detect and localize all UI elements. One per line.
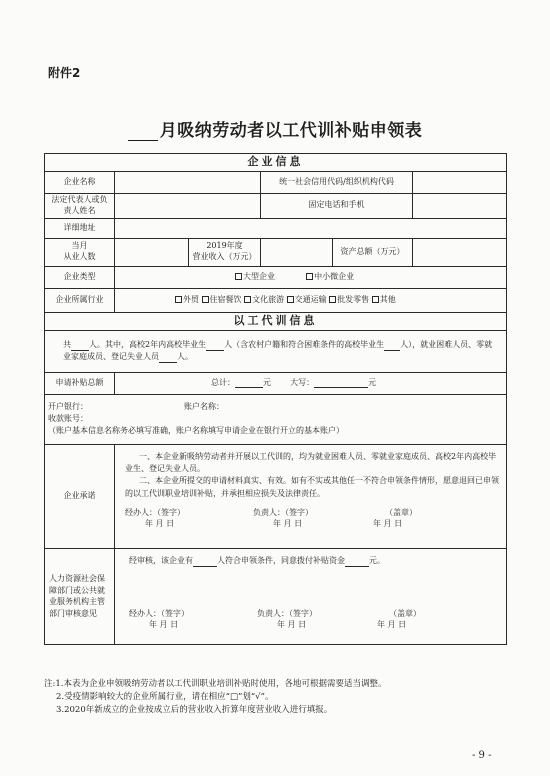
blank-approved-amount[interactable] bbox=[345, 558, 369, 567]
form-title-text: 月吸纳劳动者以工代训补贴申领表 bbox=[159, 121, 423, 141]
account-note: （账户基本信息名称务必填写准确，账户名称填写申请企业在银行开立的基本账户） bbox=[48, 426, 344, 436]
blank-rural-graduates[interactable] bbox=[384, 342, 400, 351]
option-sme: 中小微企业 bbox=[314, 271, 355, 281]
training-headcount-text: 共 人。其中，高校2年内高校毕业生 人（含农村户籍和符合困难条件的高校毕业生 人），就业困难人员、零就业家庭成员、登记失业人员 人。 bbox=[45, 330, 507, 372]
option-other: 其他 bbox=[379, 294, 396, 304]
option-culture-tourism: 文化旅游 bbox=[252, 294, 285, 304]
label-legal-rep: 法定代表人或负责人姓名 bbox=[45, 194, 115, 219]
label-employees-line2: 从业人数 bbox=[63, 252, 96, 262]
checkbox-wholesale-retail[interactable] bbox=[329, 296, 336, 303]
label-address: 详细地址 bbox=[45, 218, 115, 238]
option-large-enterprise: 大型企业 bbox=[243, 271, 275, 281]
label-company-name: 企业名称 bbox=[45, 172, 115, 194]
checkbox-large-enterprise[interactable] bbox=[235, 273, 242, 280]
checkbox-sme[interactable] bbox=[306, 273, 313, 280]
commitment-responsible-sign: 负责人：（签字） bbox=[253, 508, 313, 518]
industry-options bbox=[115, 288, 507, 312]
application-form-table bbox=[44, 153, 507, 645]
blank-total-people[interactable] bbox=[71, 342, 89, 351]
commitment-item-2: 二、本企业所提交的申请材料真实、有效。如有不实或其他任一不符合申领条件情形，愿意退回已申领的以工代训职业培训补贴，并承担相应损失及法律责任。 bbox=[125, 476, 499, 498]
note-1: 注:1.本表为企业申领吸纳劳动者以工代训职业培训补贴时使用，各地可根据需要适当调整。 bbox=[44, 679, 387, 689]
input-assets[interactable] bbox=[413, 238, 507, 266]
label-employees-line1: 当月 bbox=[71, 241, 88, 251]
commitment-signatures: 经办人：（签字） 年 月 日 负责人：（签字） 年 月 日 （盖章） 年 月 日 bbox=[125, 508, 502, 530]
option-foreign-trade: 外贸 bbox=[183, 294, 199, 304]
option-lodging-catering: 住宿餐饮 bbox=[209, 294, 242, 304]
commitment-content bbox=[115, 444, 507, 548]
label-assets: 资产总额（万元） bbox=[333, 238, 413, 266]
checkbox-other[interactable] bbox=[372, 296, 379, 303]
page-number: - 9 - bbox=[472, 750, 492, 761]
checkbox-transport[interactable] bbox=[287, 296, 294, 303]
input-credit-code[interactable] bbox=[413, 172, 507, 194]
blank-approved-people[interactable] bbox=[193, 558, 217, 567]
review-seal: （盖章） bbox=[389, 608, 421, 618]
option-transport: 交通运输 bbox=[294, 294, 327, 304]
enterprise-type-options bbox=[115, 266, 507, 288]
review-signatures: 经办人：（签字） 年 月 日 负责人：（签字） 年 月 日 （盖章） 年 月 日 bbox=[129, 609, 502, 631]
checkbox-culture-tourism[interactable] bbox=[244, 296, 251, 303]
label-credit-code: 统一社会信用代码/组织机构代码 bbox=[261, 172, 413, 194]
subsidy-amount-row: 总计： 元 大写： 元 bbox=[115, 372, 507, 394]
label-revenue-line2: 营业收入（万元） bbox=[192, 252, 257, 262]
label-phone: 固定电话和手机 bbox=[261, 194, 413, 219]
label-bank: 开户银行： bbox=[48, 402, 88, 412]
bank-account-info bbox=[45, 394, 507, 444]
label-commitment: 企业承诺 bbox=[45, 444, 115, 548]
blank-graduates[interactable] bbox=[206, 342, 224, 351]
checkbox-foreign-trade[interactable] bbox=[175, 296, 182, 303]
review-responsible-sign: 负责人：（签字） bbox=[257, 608, 317, 618]
input-address[interactable] bbox=[115, 218, 507, 238]
label-enterprise-type: 企业类型 bbox=[45, 266, 115, 288]
label-subsidy-total: 申请补贴总额 bbox=[45, 372, 115, 394]
commitment-item-1: 一、本企业新吸纳劳动者并开展以工代训的，均为就业困难人员、零就业家庭成员、高校2年内高校毕业生、登记失业人员。 bbox=[125, 451, 497, 473]
note-2: 2.受疫情影响较大的企业所属行业，请在相应“□”划“√”。 bbox=[56, 692, 274, 703]
label-account-name: 账户名称： bbox=[184, 402, 224, 412]
label-review: 人力资源社会保障部门或公共就业服务机构主管部门审核意见 bbox=[45, 548, 115, 644]
section-enterprise-info: 企业信息 bbox=[45, 154, 507, 172]
input-legal-rep[interactable] bbox=[115, 194, 261, 219]
input-company-name[interactable] bbox=[115, 172, 261, 194]
blank-subsidy-total[interactable] bbox=[235, 379, 263, 388]
checkbox-lodging-catering[interactable] bbox=[202, 296, 209, 303]
label-account-no: 收款账号： bbox=[48, 414, 88, 424]
input-phone[interactable] bbox=[413, 194, 507, 219]
blank-subsidy-capital[interactable] bbox=[314, 379, 368, 388]
label-revenue-line1: 2019年度 bbox=[206, 241, 243, 251]
input-revenue[interactable] bbox=[261, 238, 333, 266]
commitment-seal: （盖章） bbox=[385, 508, 417, 518]
review-handler-sign: 经办人：（签字） bbox=[129, 608, 189, 618]
blank-unemployed[interactable] bbox=[159, 354, 177, 363]
label-industry: 企业所属行业 bbox=[45, 288, 115, 312]
month-blank[interactable] bbox=[128, 126, 158, 141]
commitment-handler-sign: 经办人：（签字） bbox=[125, 508, 185, 518]
note-3: 3.2020年新成立的企业按成立后的营业收入折算年度营业收入进行填报。 bbox=[56, 705, 333, 716]
section-training-info: 以工代训信息 bbox=[45, 312, 507, 330]
review-content: 经审核，该企业有 人符合申领条件，同意拨付补贴资金 元。 经办人：（签字） 年 月 日 负责人：（签字） 年 月 日 （盖章） 年 月 日 bbox=[115, 548, 507, 644]
form-title bbox=[0, 116, 550, 141]
label-employees bbox=[45, 238, 115, 266]
option-wholesale-retail: 批发零售 bbox=[337, 294, 370, 304]
input-employees[interactable] bbox=[115, 238, 189, 266]
label-revenue bbox=[189, 238, 261, 266]
attachment-label: 附件2 bbox=[48, 66, 81, 80]
footnotes bbox=[44, 678, 514, 718]
